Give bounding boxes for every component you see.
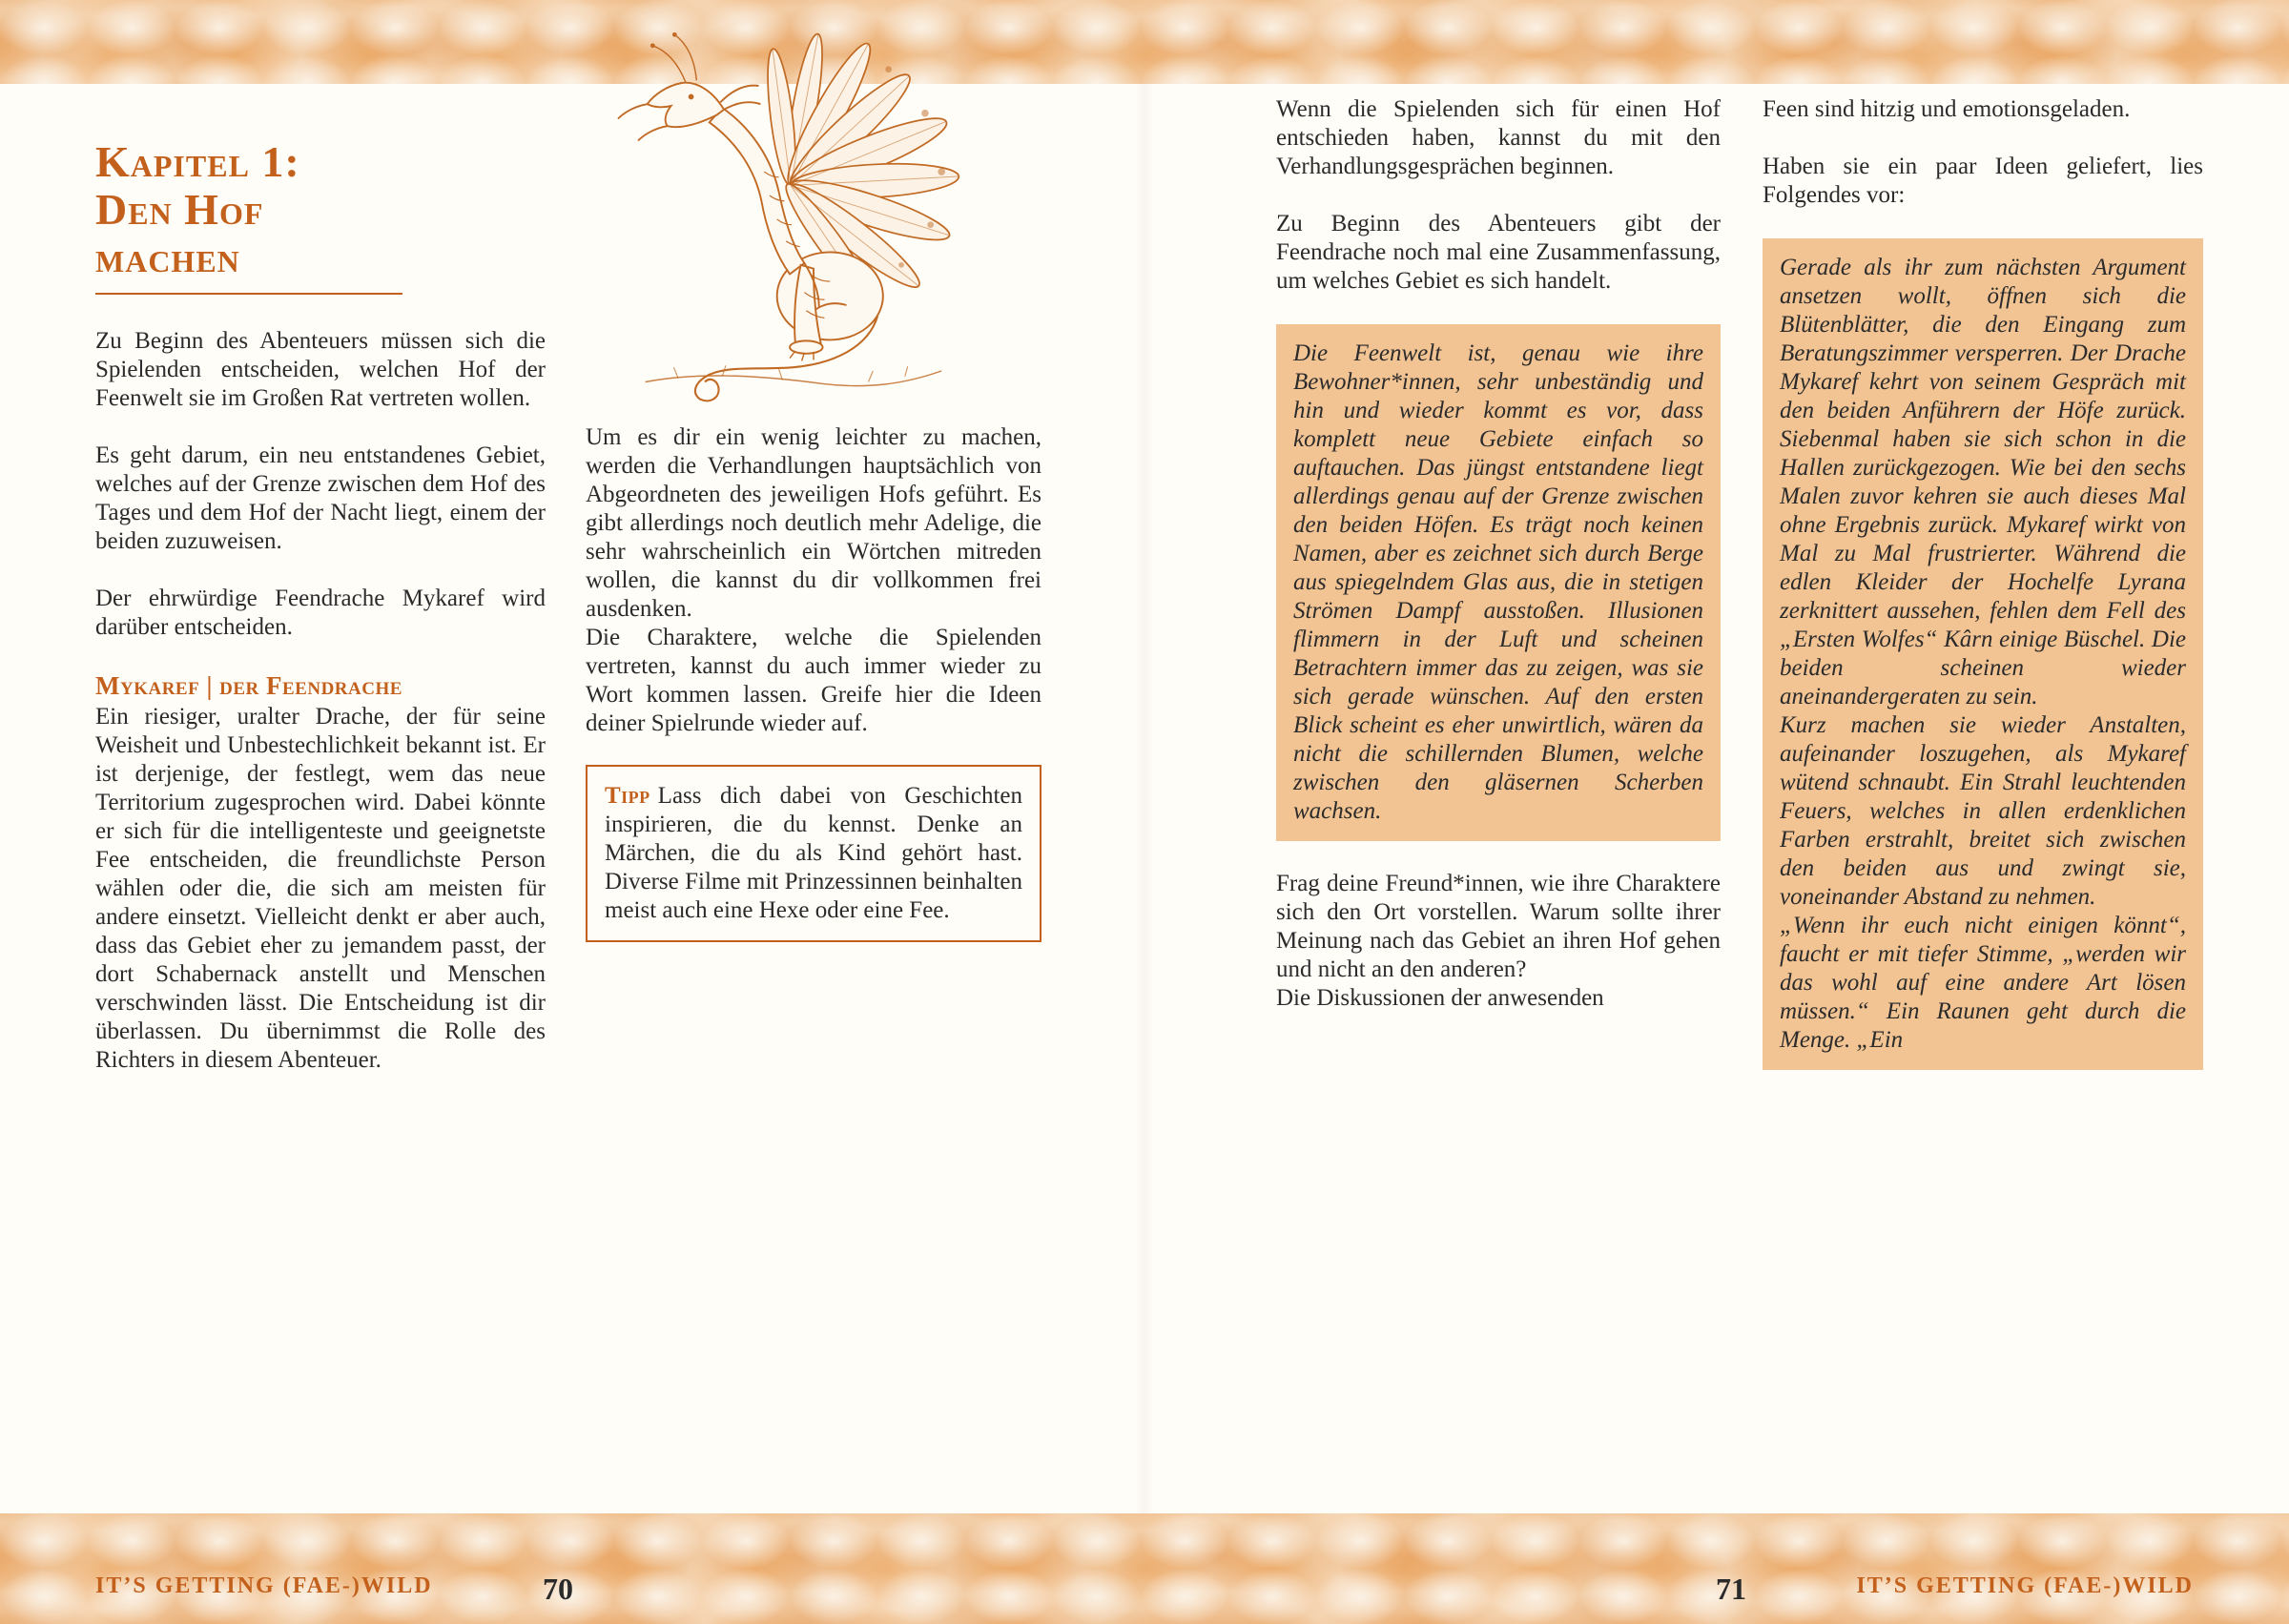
chapter-title-line1: Kapitel 1: xyxy=(95,137,300,186)
paragraph: Die Diskussionen der anwesenden xyxy=(1276,985,1604,1011)
right-page-column-1 xyxy=(1276,95,1721,1013)
read-aloud-box-mykaref-returns xyxy=(1763,238,2203,1070)
paragraph: Haben sie ein paar Ideen geliefert, lies Folgendes vor: xyxy=(1763,154,2203,208)
paragraph: Wenn die Spielenden sich für einen Hof entschieden haben, kannst du mit den Verhandlungsgesprächen beginnen. xyxy=(1276,96,1721,179)
paragraph: Um es dir ein wenig leichter zu machen, werden die Verhandlungen hauptsächlich von Abgeordneten des jeweiligen Hofs geführt. Es gibt allerdings noch deutlich mehr Adelige, die sehr wahrscheinlich ein Wörtchen mitreden wollen, die kannst du dir vollkommen frei ausdenken. xyxy=(586,424,1041,622)
paragraph: Zu Beginn des Abenteuers gibt der Feendrache noch mal eine Zusammenfassung, um welches Gebiet es sich handelt. xyxy=(1276,211,1721,294)
paragraph: Feen sind hitzig und emotionsgeladen. xyxy=(1763,96,2131,122)
tip-label: Tipp xyxy=(605,783,650,809)
chapter-title xyxy=(95,138,402,295)
section-subheading-mykaref: Mykaref | der Feendrache xyxy=(95,671,402,700)
page-gutter xyxy=(1135,84,1154,1513)
read-aloud-box-territory xyxy=(1276,324,1721,841)
tip-text xyxy=(605,782,1022,925)
paragraph: Zu Beginn des Abenteuers müssen sich die Spielenden entscheiden, welchen Hof der Feenwelt sie im Großen Rat vertreten wollen. xyxy=(95,328,546,411)
left-page-column-2 xyxy=(586,25,1041,942)
paragraph: Ein riesiger, uralter Drache, der für seine Weisheit und Unbestechlichkeit bekannt ist. Er ist derjenige, der festlegt, wem das neue Territorium zugesprochen wird. Dabei könnte er sich für die intelligenteste und geeignetste Fee entscheiden, die freundlichste Person wählen oder die, die sich am meisten für andere einsetzt. Vielleicht denkt er aber auch, dass das Gebiet eher zu jemandem passt, der dort Schabernack anstellt und Menschen verschwinden lässt. Die Entscheidung ist dir überlassen. Du übernimmst die Rolle des Richters in diesem Abenteuer. xyxy=(95,704,546,1073)
decorative-border-bottom xyxy=(0,1513,2289,1624)
book-title-footer-right: IT’S GETTING (FAE-)WILD xyxy=(1856,1573,2194,1598)
tip-box xyxy=(586,765,1041,942)
right-page-column-2 xyxy=(1763,95,2203,1099)
paragraph: Frag deine Freund*innen, wie ihre Charaktere sich den Ort vorstellen. Warum sollte ihrer Meinung nach das Gebiet an ihren Hof gehen und nicht an den anderen? xyxy=(1276,871,1721,982)
paragraph: Es geht darum, ein neu entstandenes Gebiet, welches auf der Grenze zwischen dem Hof des Tages und dem Hof der Nacht liegt, einem der beiden zuzuweisen. xyxy=(95,442,546,554)
fairy-dragon-illustration xyxy=(586,25,1041,410)
page-number-left: 70 xyxy=(543,1572,573,1606)
paragraph: Der ehrwürdige Feendrache Mykaref wird darüber entscheiden. xyxy=(95,586,546,640)
paragraph: Die Charaktere, welche die Spielenden vertreten, kannst du auch immer wieder zu Wort kommen lassen. Greife hier die Ideen deiner Spielrunde wieder auf. xyxy=(586,625,1041,736)
read-aloud-text: Die Feenwelt ist, genau wie ihre Bewohner*innen, sehr unbeständig und hin und wieder kommt es vor, dass komplett neue Gebiete einfach so auftauchen. Das jüngst entstandene liegt allerdings genau auf der Grenze zwischen den beiden Höfen. Es trägt noch keinen Namen, aber es zeichnet sich durch Berge aus spiegelndem Glas aus, die in stetigen Strömen Dampf ausstoßen. Illusionen flimmern in der Luft und scheinen Betrachtern immer das zu zeigen, was sie sich gerade wünschen. Auf den ersten Blick scheint es eher unwirtlich, wären da nicht die schillernden Blumen, welche zwischen den gläsernen Scherben wachsen. xyxy=(1293,340,1703,824)
read-aloud-text: Kurz machen sie wieder Anstalten, aufeinander loszugehen, als Mykaref wütend schnaubt. Ein Strahl leuchtenden Feuers, welches in allen erdenklichen Farben erstrahlt, breitet sich zwischen den beiden aus und zwingt sie, voneinander Abstand zu nehmen. xyxy=(1780,712,2186,910)
tip-body: Lass dich dabei von Geschichten inspirieren, die du kennst. Denke an Märchen, die du als Kind gehört hast. Diverse Filme mit Prinzessinnen beinhalten meist auch eine Hexe oder eine Fee. xyxy=(605,783,1022,923)
page-number-right: 71 xyxy=(1716,1572,1746,1606)
book-title-footer-left: IT’S GETTING (FAE-)WILD xyxy=(95,1573,433,1598)
left-page-column-1 xyxy=(95,138,546,1075)
chapter-title-line2: Den Hof machen xyxy=(95,185,264,281)
decorative-border-top xyxy=(0,0,2289,84)
read-aloud-text: „Wenn ihr euch nicht einigen könnt“, faucht er mit tiefer Stimme, „werden wir das wohl auf eine andere Art lösen müssen.“ Ein Raunen geht durch die Menge. „Ein xyxy=(1780,913,2186,1053)
read-aloud-text: Gerade als ihr zum nächsten Argument ansetzen wollt, öffnen sich die Blütenblätter, die den Eingang zum Beratungszimmer versperren. Der Drache Mykaref kehrt von seinem Gespräch mit den beiden Anführern der Höfe zurück. Siebenmal haben sie sich schon in die Hallen zurückgezogen. Wie bei den sechs Malen zuvor kehren sie auch dieses Mal ohne Ergebnis zurück. Mykaref wirkt von Mal zu Mal frustrierter. Während die edlen Kleider der Hochelfe Lyrana zerknittert aussehen, fehlen dem Fell des „Ersten Wolfes“ Kârn einige Büschel. Die beiden scheinen wieder aneinandergeraten zu sein. xyxy=(1780,255,2186,709)
